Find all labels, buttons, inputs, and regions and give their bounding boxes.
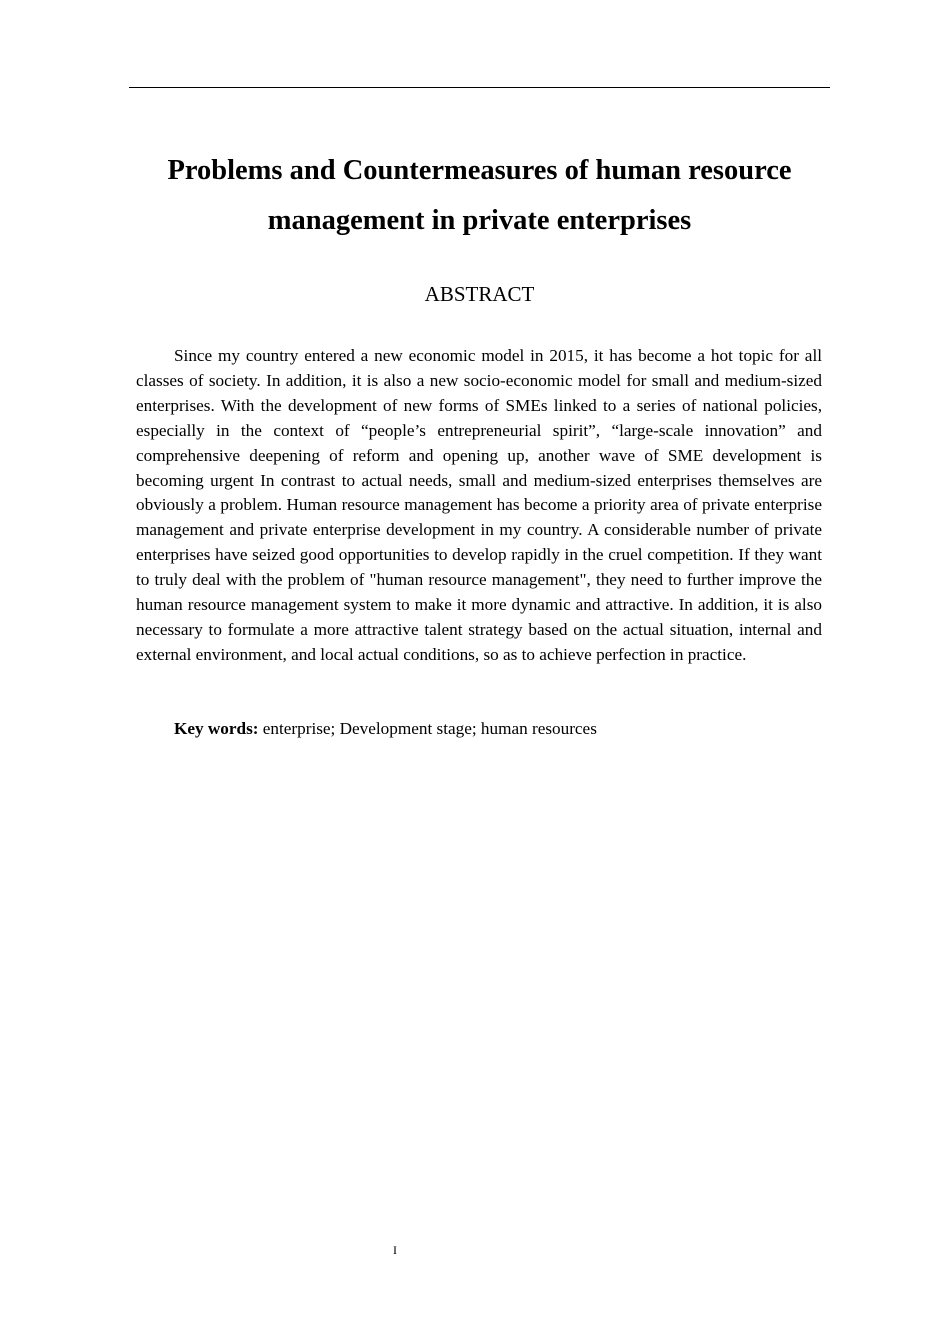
header-rule	[129, 87, 830, 88]
abstract-body: Since my country entered a new economic model in 2015, it has become a hot topic for all classes of society. In addition, it is also a new socio-economic model for small and medium-sized enterprises. With the development of new forms of SMEs linked to a series of national policies, especially in the context of “people’s entrepreneurial spirit”, “large-scale innovation” and comprehensive deepening of reform and opening up, another wave of SME development is becoming urgent In contrast to actual needs, small and medium-sized enterprises themselves are obviously a problem. Human resource management has become a priority area of private enterprise management and private enterprise development in my country. A considerable number of private enterprises have seized good opportunities to develop rapidly in the cruel competition. If they want to truly deal with the problem of "human resource management", they need to further improve the human resource management system to make it more dynamic and attractive. In addition, it is also necessary to formulate a more attractive talent strategy based on the actual situation, internal and external environment, and local actual conditions, so as to achieve perfection in practice.	[136, 346, 822, 664]
page-number: I	[393, 1243, 397, 1257]
paper-title	[129, 146, 830, 246]
keywords-text: enterprise; Development stage; human resources	[258, 719, 597, 738]
abstract-heading: ABSTRACT	[424, 282, 535, 306]
paper-title-line-1: Problems and Countermeasures of human resource	[167, 155, 792, 186]
keywords-label: Key words:	[174, 719, 259, 738]
keywords-line	[136, 717, 822, 742]
paper-title-line-2: management in private enterprises	[267, 205, 692, 236]
